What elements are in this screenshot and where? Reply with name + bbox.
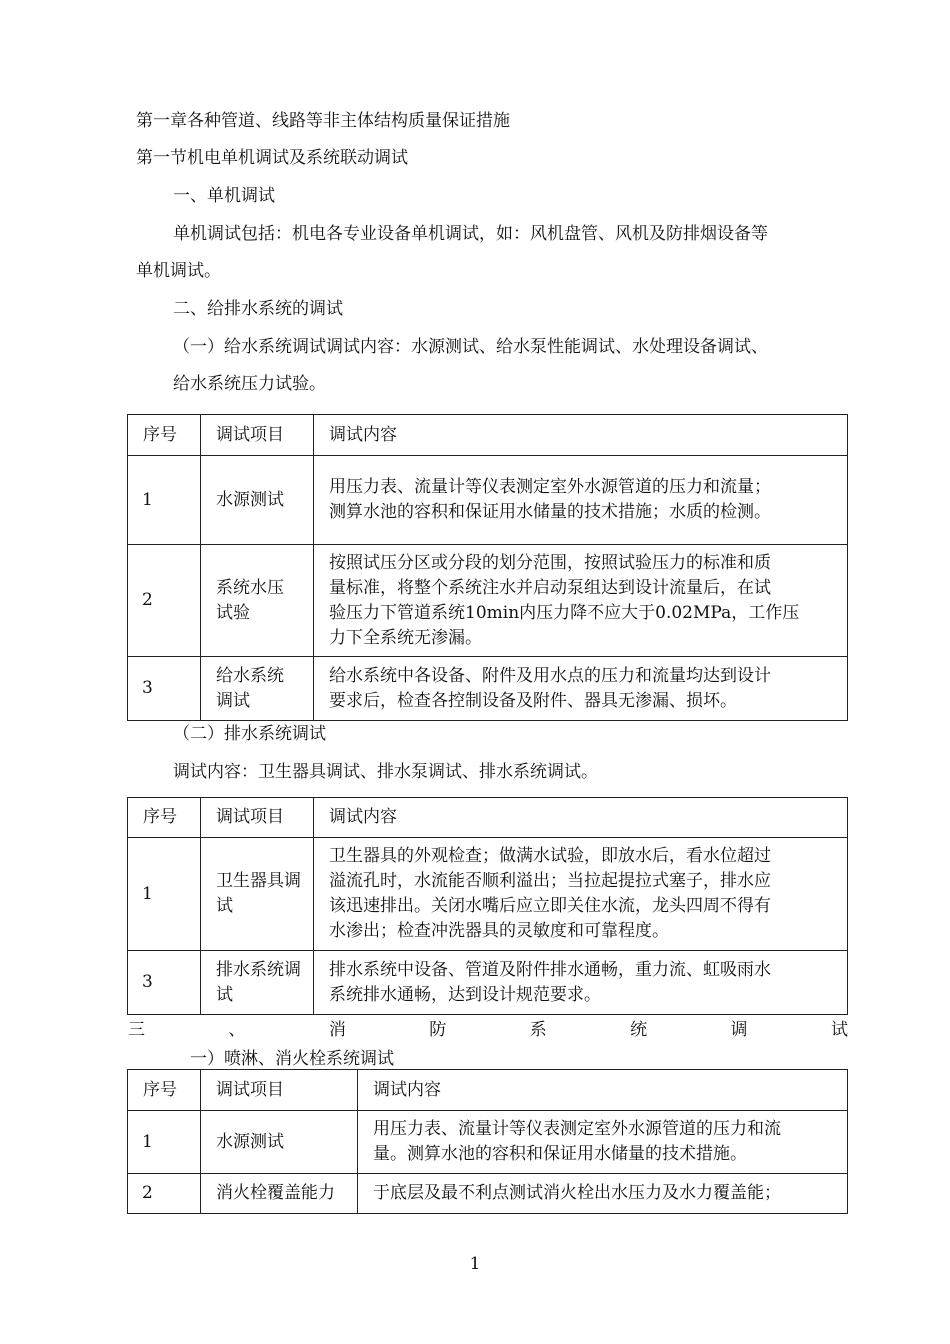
row-item: 给水系统 调试 <box>201 657 314 721</box>
header-no: 序号 <box>128 415 201 456</box>
row-item: 排水系统调 试 <box>201 951 314 1015</box>
drainage-table <box>127 797 848 1015</box>
header-item: 调试项目 <box>201 798 314 838</box>
row-item: 系统水压 试验 <box>201 545 314 657</box>
section-title: 第一节机电单机调试及系统联动调试 <box>136 148 408 168</box>
water-supply-intro-line2: 给水系统压力试验。 <box>173 374 326 394</box>
heading-unit-debug: 一、单机调试 <box>173 186 275 206</box>
row-no: 3 <box>128 657 201 721</box>
header-content: 调试内容 <box>314 798 848 838</box>
water-supply-intro-line1: （一）给水系统调试调试内容：水源测试、给水泵性能调试、水处理设备调试、 <box>173 337 768 357</box>
header-content: 调试内容 <box>358 1070 848 1111</box>
row-no: 2 <box>128 1174 201 1214</box>
sprinkler-table <box>127 1069 848 1214</box>
row-item: 水源测试 <box>201 1111 358 1174</box>
chapter-title: 第一章各种管道、线路等非主体结构质量保证措施 <box>136 111 510 131</box>
row-content: 卫生器具的外观检查；做满水试验，即放水后，看水位超过 溢流孔时，水流能否顺利溢出；当拉起提拉式塞子，排水应 该迅速排出。关闭水嘴后应立即关住水流，龙头四周不得有 水渗出；检查冲洗器具的灵敏度和可靠程度。 <box>314 838 848 951</box>
row-no: 1 <box>128 456 201 545</box>
row-content: 排水系统中设备、管道及附件排水通畅，重力流、虹吸雨水 系统排水通畅，达到设计规范要求。 <box>314 951 848 1015</box>
heading-water-system: 二、给排水系统的调试 <box>173 299 343 319</box>
table-header-row <box>128 415 848 456</box>
sprinkler-heading: 一）喷淋、消火栓系统调试 <box>190 1049 394 1069</box>
table-row <box>128 456 848 545</box>
drainage-body: 调试内容：卫生器具调试、排水泵调试、排水系统调试。 <box>173 762 598 782</box>
row-no: 1 <box>128 838 201 951</box>
table-row <box>128 838 848 951</box>
table-row <box>128 1174 848 1214</box>
header-no: 序号 <box>128 798 201 838</box>
row-content: 给水系统中各设备、附件及用水点的压力和流量均达到设计 要求后，检查各控制设备及附件、器具无渗漏、损坏。 <box>314 657 848 721</box>
unit-debug-body-line1: 单机调试包括：机电各专业设备单机调试，如：风机盘管、风机及防排烟设备等 <box>173 224 768 244</box>
drainage-heading: （二）排水系统调试 <box>173 724 326 744</box>
table-row <box>128 657 848 721</box>
header-item: 调试项目 <box>201 1070 358 1111</box>
table-row <box>128 545 848 657</box>
row-content: 按照试压分区或分段的划分范围，按照试验压力的标准和质 量标准，将整个系统注水并启动泵组达到设计流量后，在试 验压力下管道系统10min内压力降不应大于0.02MPa，工作压 力下全系统无渗漏。 <box>314 545 848 657</box>
table-row <box>128 951 848 1015</box>
row-item: 卫生器具调 试 <box>201 838 314 951</box>
table-header-row <box>128 798 848 838</box>
row-item: 消火栓覆盖能力 <box>201 1174 358 1214</box>
row-content: 于底层及最不利点测试消火栓出水压力及水力覆盖能； <box>358 1174 848 1214</box>
row-no: 3 <box>128 951 201 1015</box>
water-supply-table <box>127 414 848 721</box>
header-content: 调试内容 <box>314 415 848 456</box>
header-no: 序号 <box>128 1070 201 1111</box>
unit-debug-body-line2: 单机调试。 <box>136 261 221 281</box>
table-header-row <box>128 1070 848 1111</box>
row-content: 用压力表、流量计等仪表测定室外水源管道的压力和流量； 测算水池的容积和保证用水储量的技术措施；水质的检测。 <box>314 456 848 545</box>
table-row <box>128 1111 848 1174</box>
row-no: 2 <box>128 545 201 657</box>
row-item: 水源测试 <box>201 456 314 545</box>
header-item: 调试项目 <box>201 415 314 456</box>
fire-system-heading: 三 、 消 防 系 统 调 试 <box>128 1020 848 1040</box>
row-no: 1 <box>128 1111 201 1174</box>
page-number: 1 <box>469 1254 481 1274</box>
row-content: 用压力表、流量计等仪表测定室外水源管道的压力和流 量。测算水池的容积和保证用水储量的技术措施。 <box>358 1111 848 1174</box>
